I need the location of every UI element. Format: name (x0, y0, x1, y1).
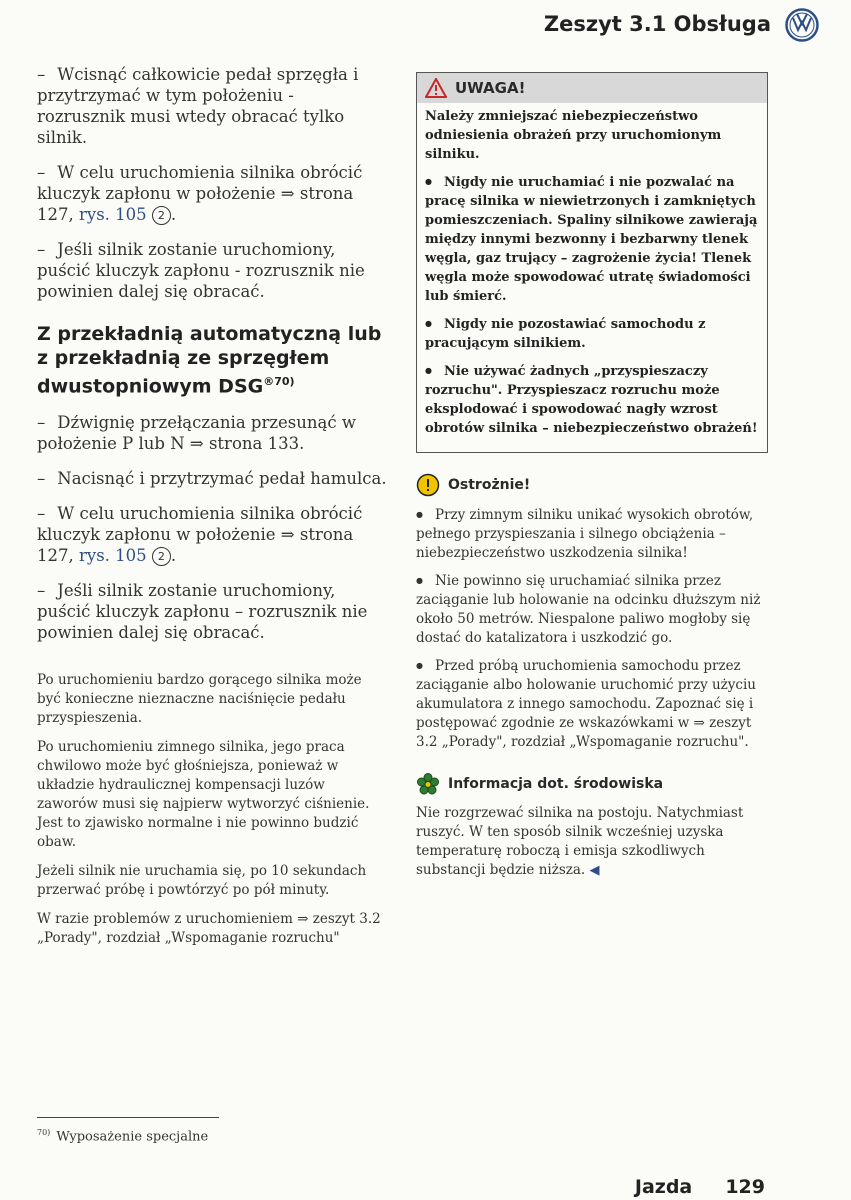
step-text: Wcisnąć całkowicie pedał sprzęgła i przytrzymać w tym położeniu - rozrusznik musi wtedy obracać tylko silnik. (37, 65, 359, 147)
steps-automatic (37, 412, 387, 643)
steps-manual (37, 64, 387, 302)
section-end-icon: ◀ (589, 863, 600, 878)
warning-intro: Należy zmniejszać niebezpieczeństwo odniesienia obrażeń przy uruchomionym silniku. (425, 109, 722, 162)
warning-body (417, 103, 767, 452)
step-text: Jeśli silnik zostanie uruchomiony, puścić kluczyk zapłonu – rozrusznik nie powinien dalej się obracać. (37, 581, 368, 643)
caution-heading (416, 473, 768, 497)
step-text: W celu uruchomienia silnika obrócić kluczyk zapłonu w położenie ⇒ strona 127, (37, 504, 363, 566)
flower-icon (416, 772, 440, 796)
step-item (37, 468, 387, 489)
callout-number: 2 (152, 547, 171, 566)
caution-title: Ostrożnie! (448, 477, 531, 493)
step-dash: – (37, 581, 46, 601)
warning-bullets (425, 172, 759, 438)
caution-bullets (416, 505, 768, 752)
page-number: 129 (725, 1176, 765, 1198)
bullet-item (425, 314, 759, 353)
bullet-item (425, 172, 759, 306)
bullet-text: Nigdy nie pozostawiać samochodu z pracującym silnikiem. (425, 317, 706, 351)
bullet-icon: ● (416, 510, 423, 519)
step-dash: – (37, 65, 46, 84)
bullet-text: Przed próbą uruchomienia samochodu przez zaciąganie albo holowanie uruchomić przy użyciu akumulatora z innego samochodu. Zapoznać się i postępować zgodnie ze wskazówkami w ⇒ zeszyt 3.2 „Porady", rozdział „Wspomaganie rozruchu". (416, 658, 756, 750)
bullet-text: Przy zimnym silniku unikać wysokich obrotów, pełnego przyspieszania i silnego obciążenia – niebezpieczeństwo uszkodzenia silnika! (416, 507, 754, 561)
step-item (37, 412, 387, 454)
figure-ref: rys. 105 (79, 205, 147, 224)
step-item (37, 64, 387, 148)
environment-title: Informacja dot. środowiska (448, 776, 664, 792)
footnote: $^{70)}$ Wyposażenie specjalne (37, 1128, 209, 1145)
footer-section: Jazda (634, 1176, 693, 1198)
notes-paragraphs (37, 671, 387, 948)
bullet-item (416, 656, 768, 752)
bullet-item (416, 505, 768, 563)
step-tail: . (170, 205, 177, 224)
warning-title: UWAGA! (455, 79, 526, 97)
step-dash: – (37, 163, 46, 182)
bullet-icon: ● (425, 365, 432, 375)
step-item (37, 162, 387, 225)
step-dash: – (37, 240, 46, 259)
callout-number: 2 (152, 206, 171, 225)
step-dash: – (37, 504, 46, 524)
warning-box (416, 72, 768, 453)
caution-icon (416, 473, 440, 497)
environment-text: Nie rozgrzewać silnika na postoju. Natychmiast ruszyć. W ten sposób silnik wcześniej uzyska temperaturę roboczą i emisja szkodliwych substancji będzie niższa. ◀ (416, 805, 744, 878)
note-paragraph: Jeżeli silnik nie uruchamia się, po 10 sekundach przerwać próbę i powtórzyć po pół minuty. (37, 863, 367, 899)
bullet-icon: ● (416, 661, 423, 670)
step-item (37, 503, 387, 566)
section-heading: Z przekładnią automatyczną lub z przekładnią ze sprzęgłem dwustopniowym $DSG^{®70)}$ (37, 323, 382, 398)
warning-header (417, 73, 767, 103)
footnote-divider (37, 1117, 219, 1118)
bullet-item (425, 361, 759, 438)
right-column (416, 72, 768, 888)
page-footer (635, 1176, 765, 1198)
bullet-item (416, 571, 768, 648)
step-dash: – (37, 413, 46, 433)
bullet-text: Nie używać żadnych „przyspieszaczy rozruchu". Przyspieszacz rozruchu może eksplodować i spowodować nagły wzrost obrotów silnika – niebezpieczeństwo obrażeń! (425, 364, 758, 436)
figure-ref: rys. 105 (79, 546, 147, 566)
step-item (37, 580, 387, 643)
step-dash: – (37, 469, 46, 489)
vw-logo-icon (785, 8, 819, 42)
note-paragraph: Po uruchomieniu zimnego silnika, jego praca chwilowo może być głośniejsza, ponieważ w układzie hydraulicznej kompensacji luzów zaworów musi się najpierw wytworzyć ciśnienie. Jest to zjawisko normalne i nie powinno budzić obaw. (37, 739, 370, 851)
step-item (37, 239, 387, 302)
environment-heading (416, 772, 768, 796)
step-tail: . (170, 546, 177, 566)
page-header-title: Zeszyt 3.1 Obsługa (543, 12, 771, 36)
bullet-text: Nie powinno się uruchamiać silnika przez zaciąganie lub holowanie na odcinku dłuższym niż około 50 metrów. Niespalone paliwo mogłoby się dostać do katalizatora i uszkodzić go. (416, 573, 761, 646)
step-text: Dźwignię przełączania przesunąć w położenie P lub N ⇒ strona 133. (37, 413, 356, 454)
warning-triangle-icon (425, 78, 447, 98)
bullet-icon: ● (425, 318, 432, 328)
note-paragraph: W razie problemów z uruchomieniem ⇒ zeszyt 3.2 „Porady", rozdział „Wspomaganie rozruchu" (37, 911, 381, 947)
step-text: W celu uruchomienia silnika obrócić kluczyk zapłonu w położenie ⇒ strona 127, (37, 163, 363, 224)
step-text: Jeśli silnik zostanie uruchomiony, puścić kluczyk zapłonu - rozrusznik nie powinien dalej się obracać. (37, 240, 365, 301)
bullet-icon: ● (416, 576, 423, 585)
step-text: Nacisnąć i przytrzymać pedał hamulca. (57, 469, 387, 489)
bullet-icon: ● (425, 176, 432, 186)
bullet-text: Nigdy nie uruchamiać i nie pozwalać na pracę silnika w niewietrzonych i zamkniętych pomieszczeniach. Spaliny silnikowe zawierają między innymi bezwonny i bezbarwny tlenek węgla, gaz trujący – zagrożenie życia! Tlenek węgla może spowodować utratę świadomości lub śmierć. (425, 175, 758, 304)
note-paragraph: Po uruchomieniu bardzo gorącego silnika może być konieczne nieznaczne naciśnięcie pedału przyspieszenia. (37, 672, 362, 727)
left-column (37, 64, 387, 958)
